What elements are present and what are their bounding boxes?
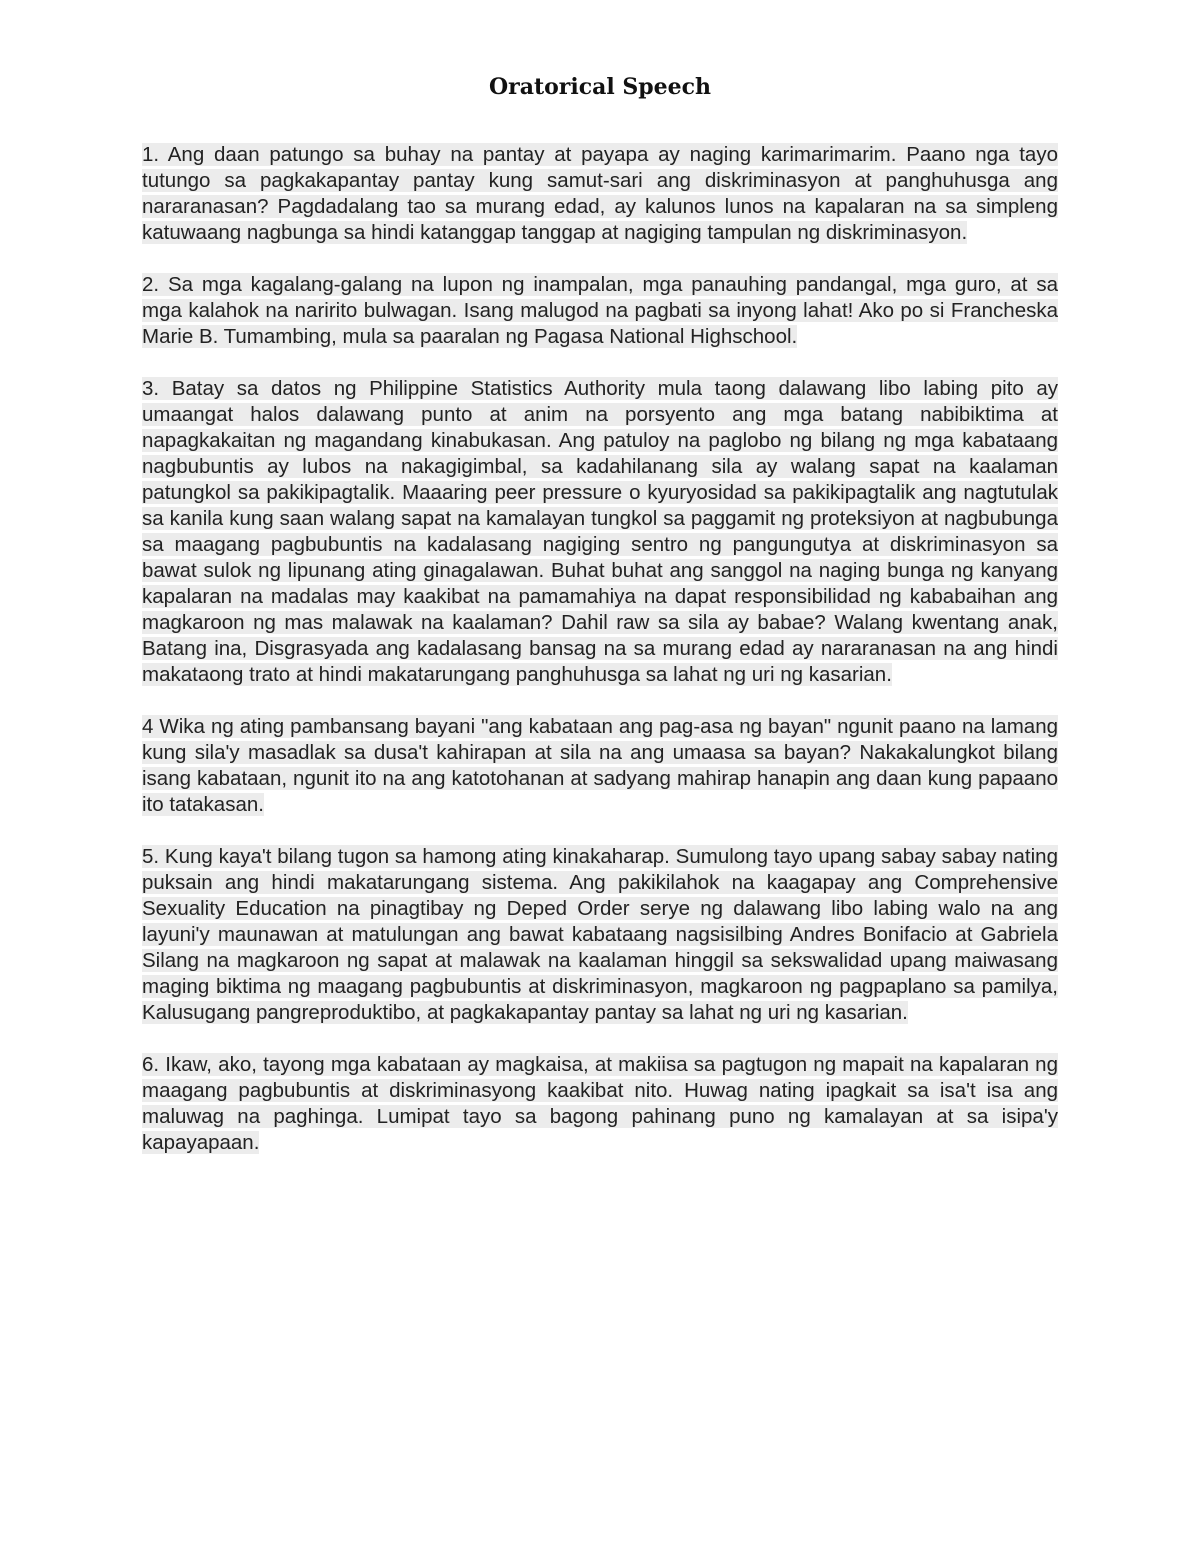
paragraph-text: 2. Sa mga kagalang-galang na lupon ng inampalan, mga panauhing pandangal, mga guro, at sa mga kalahok na naririto bulwagan. Isang malugod na pagbati sa inyong lahat! Ako po si Francheska Marie B. Tumambing, mula sa paaralan ng Pagasa National Highschool. [142, 273, 1058, 348]
paragraph-1 [142, 142, 1058, 246]
paragraph-2 [142, 272, 1058, 350]
page-title: Oratorical Speech [488, 74, 712, 100]
paragraph-text: 5. Kung kaya't bilang tugon sa hamong ating kinakaharap. Sumulong tayo upang sabay sabay nating puksain ang hindi makatarungang sistema. Ang pakikilahok na kaagapay ang Comprehensive Sexuality Education na pinagtibay ng Deped Order serye ng dalawang libo labing walo na ang layuni'y maunawan at matulungan ang bawat kabataang nagsisilbing Andres Bonifacio at Gabriela Silang na magkaroon ng sapat at malawak na kaalaman hinggil sa sekswalidad upang maiwasang maging biktima ng maagang pagbubuntis at diskriminasyon, magkaroon ng pagpaplano sa pamilya, Kalusugang pangreproduktibo, at pagkakapantay pantay sa lahat ng uri ng kasarian. [142, 845, 1058, 1024]
speech-body [142, 142, 1058, 1182]
paragraph-text: 4 Wika ng ating pambansang bayani "ang kabataan ang pag-asa ng bayan" ngunit paano na lamang kung sila'y masadlak sa dusa't kahirapan at sila na ang umaasa sa bayan? Nakakalungkot bilang isang kabataan, ngunit ito na ang katotohanan at sadyang mahirap hanapin ang daan kung papaano ito tatakasan. [142, 715, 1058, 816]
paragraph-3 [142, 376, 1058, 688]
paragraph-text: 3. Batay sa datos ng Philippine Statistics Authority mula taong dalawang libo labing pito ay umaangat halos dalawang punto at anim na porsyento ang mga batang nabibiktima at napagkakaitan ng magandang kinabukasan. Ang patuloy na paglobo ng bilang ng mga kabataang nagbubuntis ay lubos na nakagigimbal, sa kadahilanang sila ay walang sapat na kaalaman patungkol sa pakikipagtalik. Maaaring peer pressure o kyuryosidad sa pakikipagtalik ang nagtutulak sa kanila kung saan walang sapat na kamalayan tungkol sa paggamit ng proteksiyon at nagbubunga sa maagang pagbubuntis na kadalasang nagiging sentro ng pangungutya at diskriminasyon sa bawat sulok ng lipunang ating ginagalawan. Buhat buhat ang sanggol na naging bunga ng kanyang kapalaran na madalas may kaakibat na pamamahiya na dapat responsibilidad ng kababaihan ang magkaroon ng mas malawak na kaalaman? Dahil raw sa sila ay babae? Walang kwentang anak, Batang ina, Disgrasyada ang kadalasang bansag na sa murang edad ay nararanasan na ang hindi makataong trato at hindi makatarungang panghuhusga sa lahat ng uri ng kasarian. [142, 377, 1058, 686]
paragraph-text: 6. Ikaw, ako, tayong mga kabataan ay magkaisa, at makiisa sa pagtugon ng mapait na kapalaran ng maagang pagbubuntis at diskriminasyong kaakibat nito. Huwag nating ipagkait sa isa't isa ang maluwag na paghinga. Lumipat tayo sa bagong pahinang puno ng kamalayan at sa isipa'y kapayapaan. [142, 1053, 1058, 1154]
paragraph-4 [142, 714, 1058, 818]
paragraph-6 [142, 1052, 1058, 1156]
paragraph-5 [142, 844, 1058, 1026]
paragraph-text: 1. Ang daan patungo sa buhay na pantay at payapa ay naging karimarimarim. Paano nga tayo tutungo sa pagkakapantay pantay kung samut-sari ang diskriminasyon at panghuhusga ang nararanasan? Pagdadalang tao sa murang edad, ay kalunos lunos na kapalaran na sa simpleng katuwaang nagbunga sa hindi katanggap tanggap at nagiging tampulan ng diskriminasyon. [142, 143, 1058, 244]
